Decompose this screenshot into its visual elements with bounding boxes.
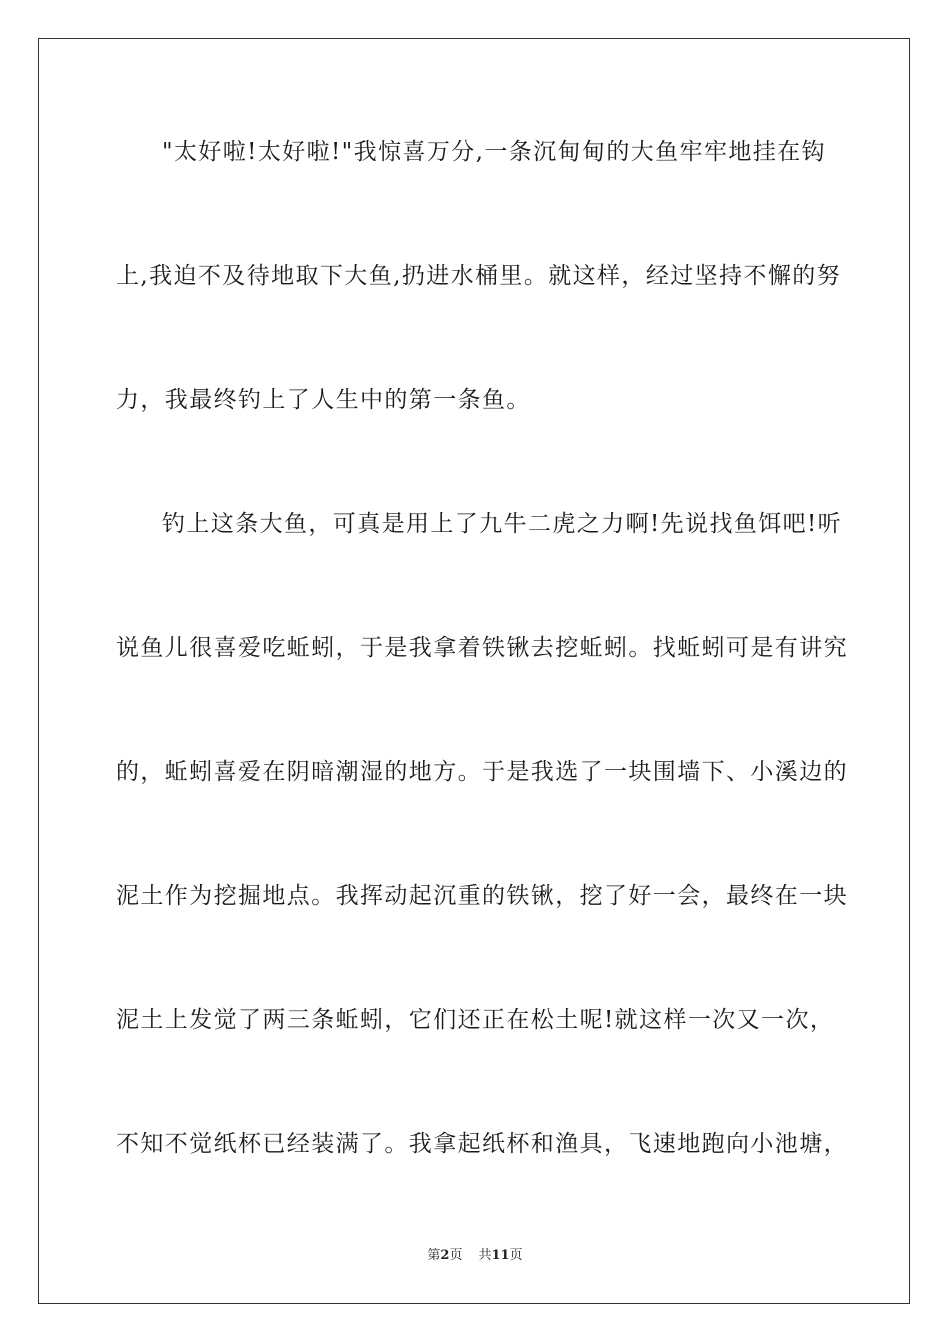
page-border [38,38,910,1304]
total-pages: 11 [491,1248,510,1263]
page-prefix: 第 [427,1248,441,1263]
total-suffix: 页 [509,1248,523,1263]
page-number-label [427,1248,462,1263]
text-line: 钓上这条大鱼，可真是用上了九牛二虎之力啊!先说找鱼饵吧!听 [162,511,843,537]
text-line: 泥土上发觉了两三条蚯蚓，它们还正在松土呢!就这样一次又一次， [116,1007,835,1033]
text-line: 不知不觉纸杯已经装满了。我拿起纸杯和渔具，飞速地跑向小池塘， [116,1131,848,1157]
text-line: 力，我最终钓上了人生中的第一条鱼。 [116,387,531,413]
text-line: 说鱼儿很喜爱吃蚯蚓，于是我拿着铁锹去挖蚯蚓。找蚯蚓可是有讲究 [116,635,848,661]
text-line: "太好啦!太好啦!"我惊喜万分,一条沉甸甸的大鱼牢牢地挂在钩 [162,139,826,165]
text-line: 泥土作为挖掘地点。我挥动起沉重的铁锹，挖了好一会，最终在一块 [116,883,848,909]
page-suffix: 页 [449,1248,463,1263]
total-prefix: 共 [478,1248,492,1263]
page-number: 2 [440,1248,450,1263]
text-line: 的，蚯蚓喜爱在阴暗潮湿的地方。于是我选了一块围墙下、小溪边的 [116,759,848,785]
total-pages-label [478,1248,522,1263]
text-line: 上,我迫不及待地取下大鱼,扔进水桶里。就这样，经过坚持不懈的努 [116,263,842,289]
page-footer [0,1247,950,1265]
